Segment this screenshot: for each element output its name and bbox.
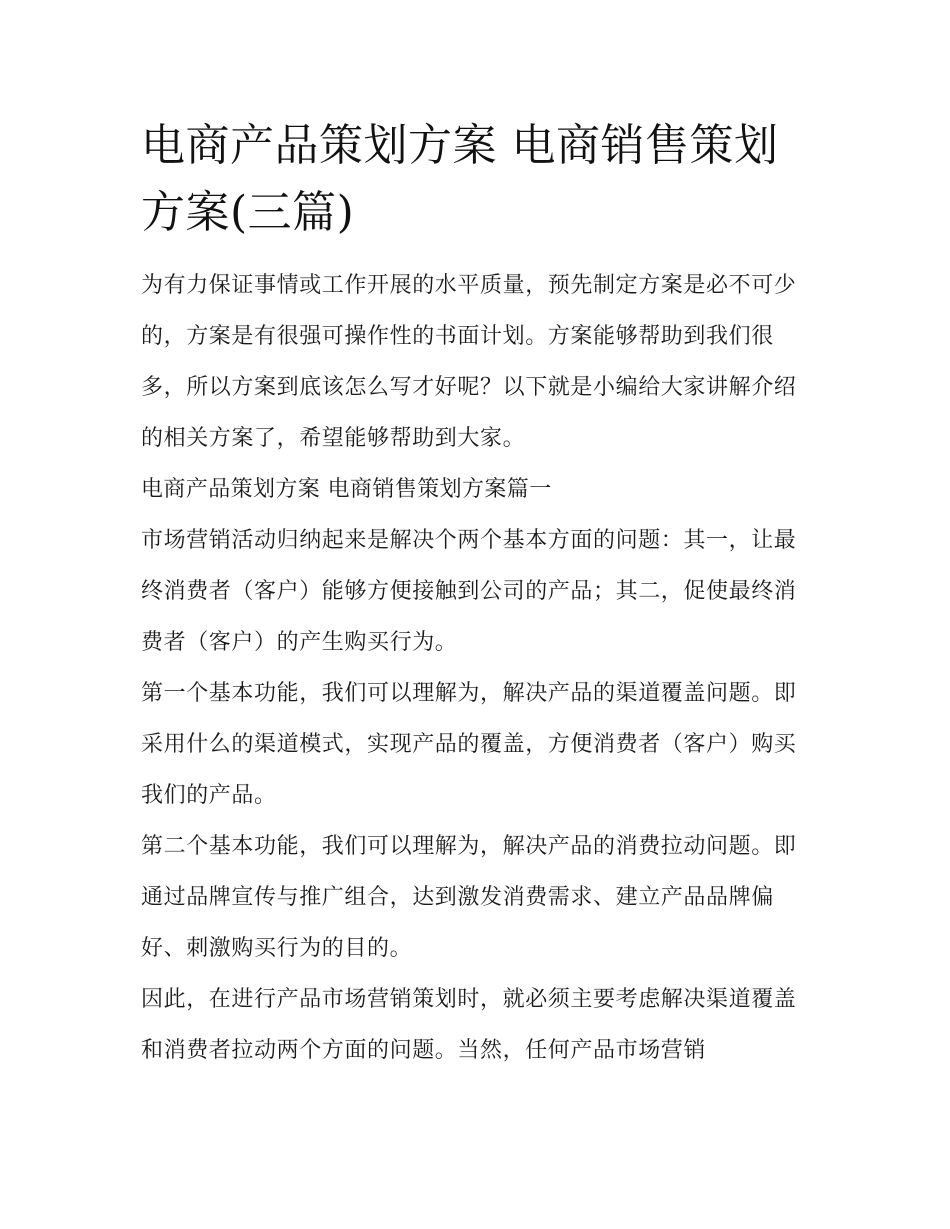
- body-paragraph-2: 第一个基本功能，我们可以理解为，解决产品的渠道覆盖问题。即采用什么的渠道模式，实现产品的覆盖，方便消费者（客户）购买我们的产品。: [141, 681, 797, 808]
- body-paragraph-3: 第二个基本功能，我们可以理解为，解决产品的消费拉动问题。即通过品牌宣传与推广组合，达到激发消费需求、建立产品品牌偏好、刺激购买行为的目的。: [141, 834, 797, 961]
- intro-paragraph: 为有力保证事情或工作开展的水平质量，预先制定方案是必不可少的，方案是有很强可操作性的书面计划。方案能够帮助到我们很多，所以方案到底该怎么写才好呢？以下就是小编给大家讲解介绍的相关方案了，希望能够帮助到大家。: [141, 273, 797, 451]
- body-paragraph-1: 市场营销活动归纳起来是解决个两个基本方面的问题：其一，让最终消费者（客户）能够方便接触到公司的产品；其二，促使最终消费者（客户）的产生购买行为。: [141, 528, 797, 655]
- section-heading: 电商产品策划方案 电商销售策划方案篇一: [141, 477, 552, 502]
- document-body: [141, 112, 813, 1076]
- document-title: 电商产品策划方案 电商销售策划方案(三篇): [141, 120, 779, 238]
- body-paragraph-4: 因此，在进行产品市场营销策划时，就必须主要考虑解决渠道覆盖和消费者拉动两个方面的问题。当然，任何产品市场营销: [141, 987, 797, 1063]
